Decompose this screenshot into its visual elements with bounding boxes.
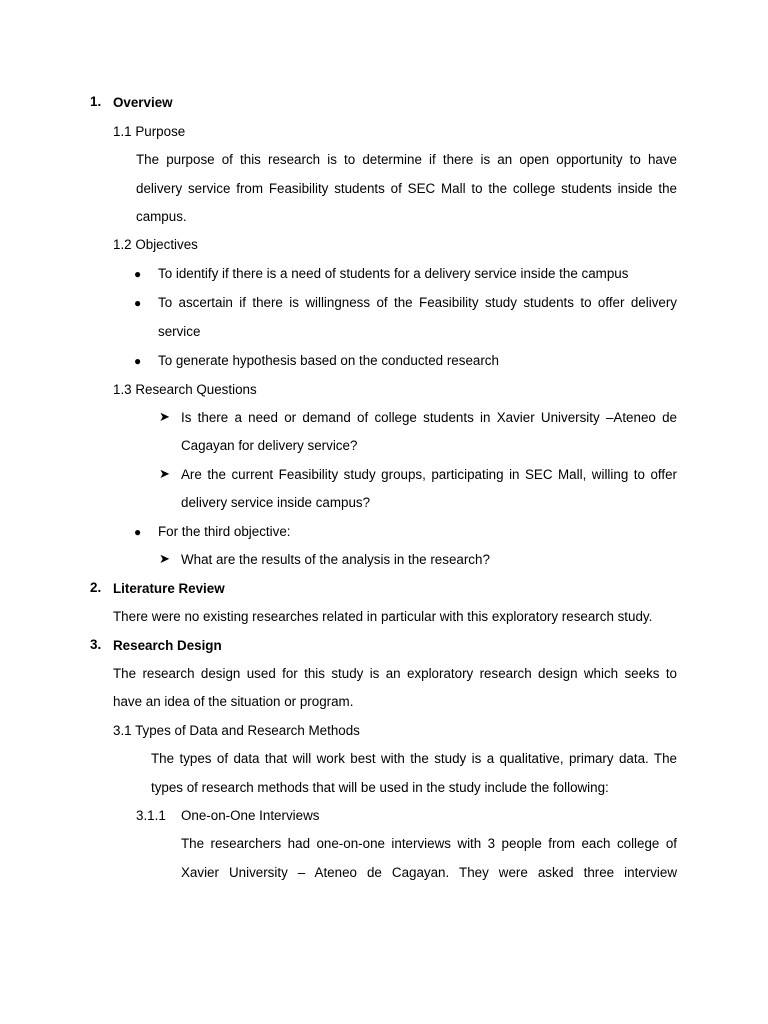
- question-1-line-2: Cagayan for delivery service?: [181, 438, 358, 453]
- purpose-line-1: [136, 151, 677, 169]
- interviews-line-1: The researchers had one-on-one interviews with 3 people from each college of: [181, 836, 677, 851]
- purpose-line-3: campus.: [136, 209, 187, 224]
- purpose-text: The purpose of this research is to determine if there is an open opportunity to have: [136, 152, 677, 167]
- literature-review-text: There were no existing researches related in particular with this exploratory research study.: [113, 609, 653, 624]
- bullet-icon: ●: [134, 267, 142, 281]
- objective-2-line-2: service: [158, 324, 201, 339]
- section-number: 1.: [90, 94, 102, 109]
- objective-1: To identify if there is a need of students for a delivery service inside the campus: [158, 266, 629, 281]
- subsection-heading-objectives: 1.2 Objectives: [113, 237, 198, 252]
- bullet-icon: ●: [134, 354, 142, 368]
- question-3: What are the results of the analysis in the research?: [181, 552, 490, 567]
- purpose-text: delivery service from Feasibility students of SEC Mall to the college students inside the: [136, 181, 677, 196]
- bullet-icon: ●: [134, 296, 142, 310]
- question-2-line-1: Are the current Feasibility study groups, participating in SEC Mall, willing to offer: [181, 467, 677, 482]
- subsection-heading-data-methods: 3.1 Types of Data and Research Methods: [113, 723, 360, 738]
- section-title-overview: Overview: [113, 95, 173, 110]
- research-design-line-1: The research design used for this study is an exploratory research design which seeks to: [113, 666, 677, 681]
- section-number: 2.: [90, 580, 102, 595]
- data-methods-line-2: types of research methods that will be used in the study include the following:: [151, 780, 609, 795]
- section-title-research-design: Research Design: [113, 638, 222, 653]
- arrow-bullet-icon: ➤: [159, 466, 170, 481]
- section-number: 3.: [90, 637, 102, 652]
- bullet-icon: ●: [134, 525, 142, 539]
- subsection-heading-research-questions: 1.3 Research Questions: [113, 382, 257, 397]
- interviews-line-2: Xavier University – Ateneo de Cagayan. They were asked three interview: [181, 865, 677, 880]
- purpose-line-2: [136, 180, 677, 198]
- arrow-bullet-icon: ➤: [159, 551, 170, 566]
- arrow-bullet-icon: ➤: [159, 409, 170, 424]
- subsubsection-heading-interviews: One-on-One Interviews: [181, 808, 320, 823]
- third-objective-label: For the third objective:: [158, 524, 291, 539]
- question-2-line-2: delivery service inside campus?: [181, 495, 371, 510]
- objective-2-line-1: To ascertain if there is willingness of the Feasibility study students to offer delivery: [158, 295, 677, 310]
- data-methods-line-1: The types of data that will work best with the study is a qualitative, primary data. The: [151, 751, 677, 766]
- subsection-heading-purpose: 1.1 Purpose: [113, 124, 186, 139]
- question-1-line-1: Is there a need or demand of college students in Xavier University –Ateneo de: [181, 410, 677, 425]
- objective-3: To generate hypothesis based on the conducted research: [158, 353, 499, 368]
- research-design-line-2: have an idea of the situation or program.: [113, 694, 354, 709]
- subsubsection-number: 3.1.1: [136, 808, 166, 823]
- section-title-literature-review: Literature Review: [113, 581, 225, 596]
